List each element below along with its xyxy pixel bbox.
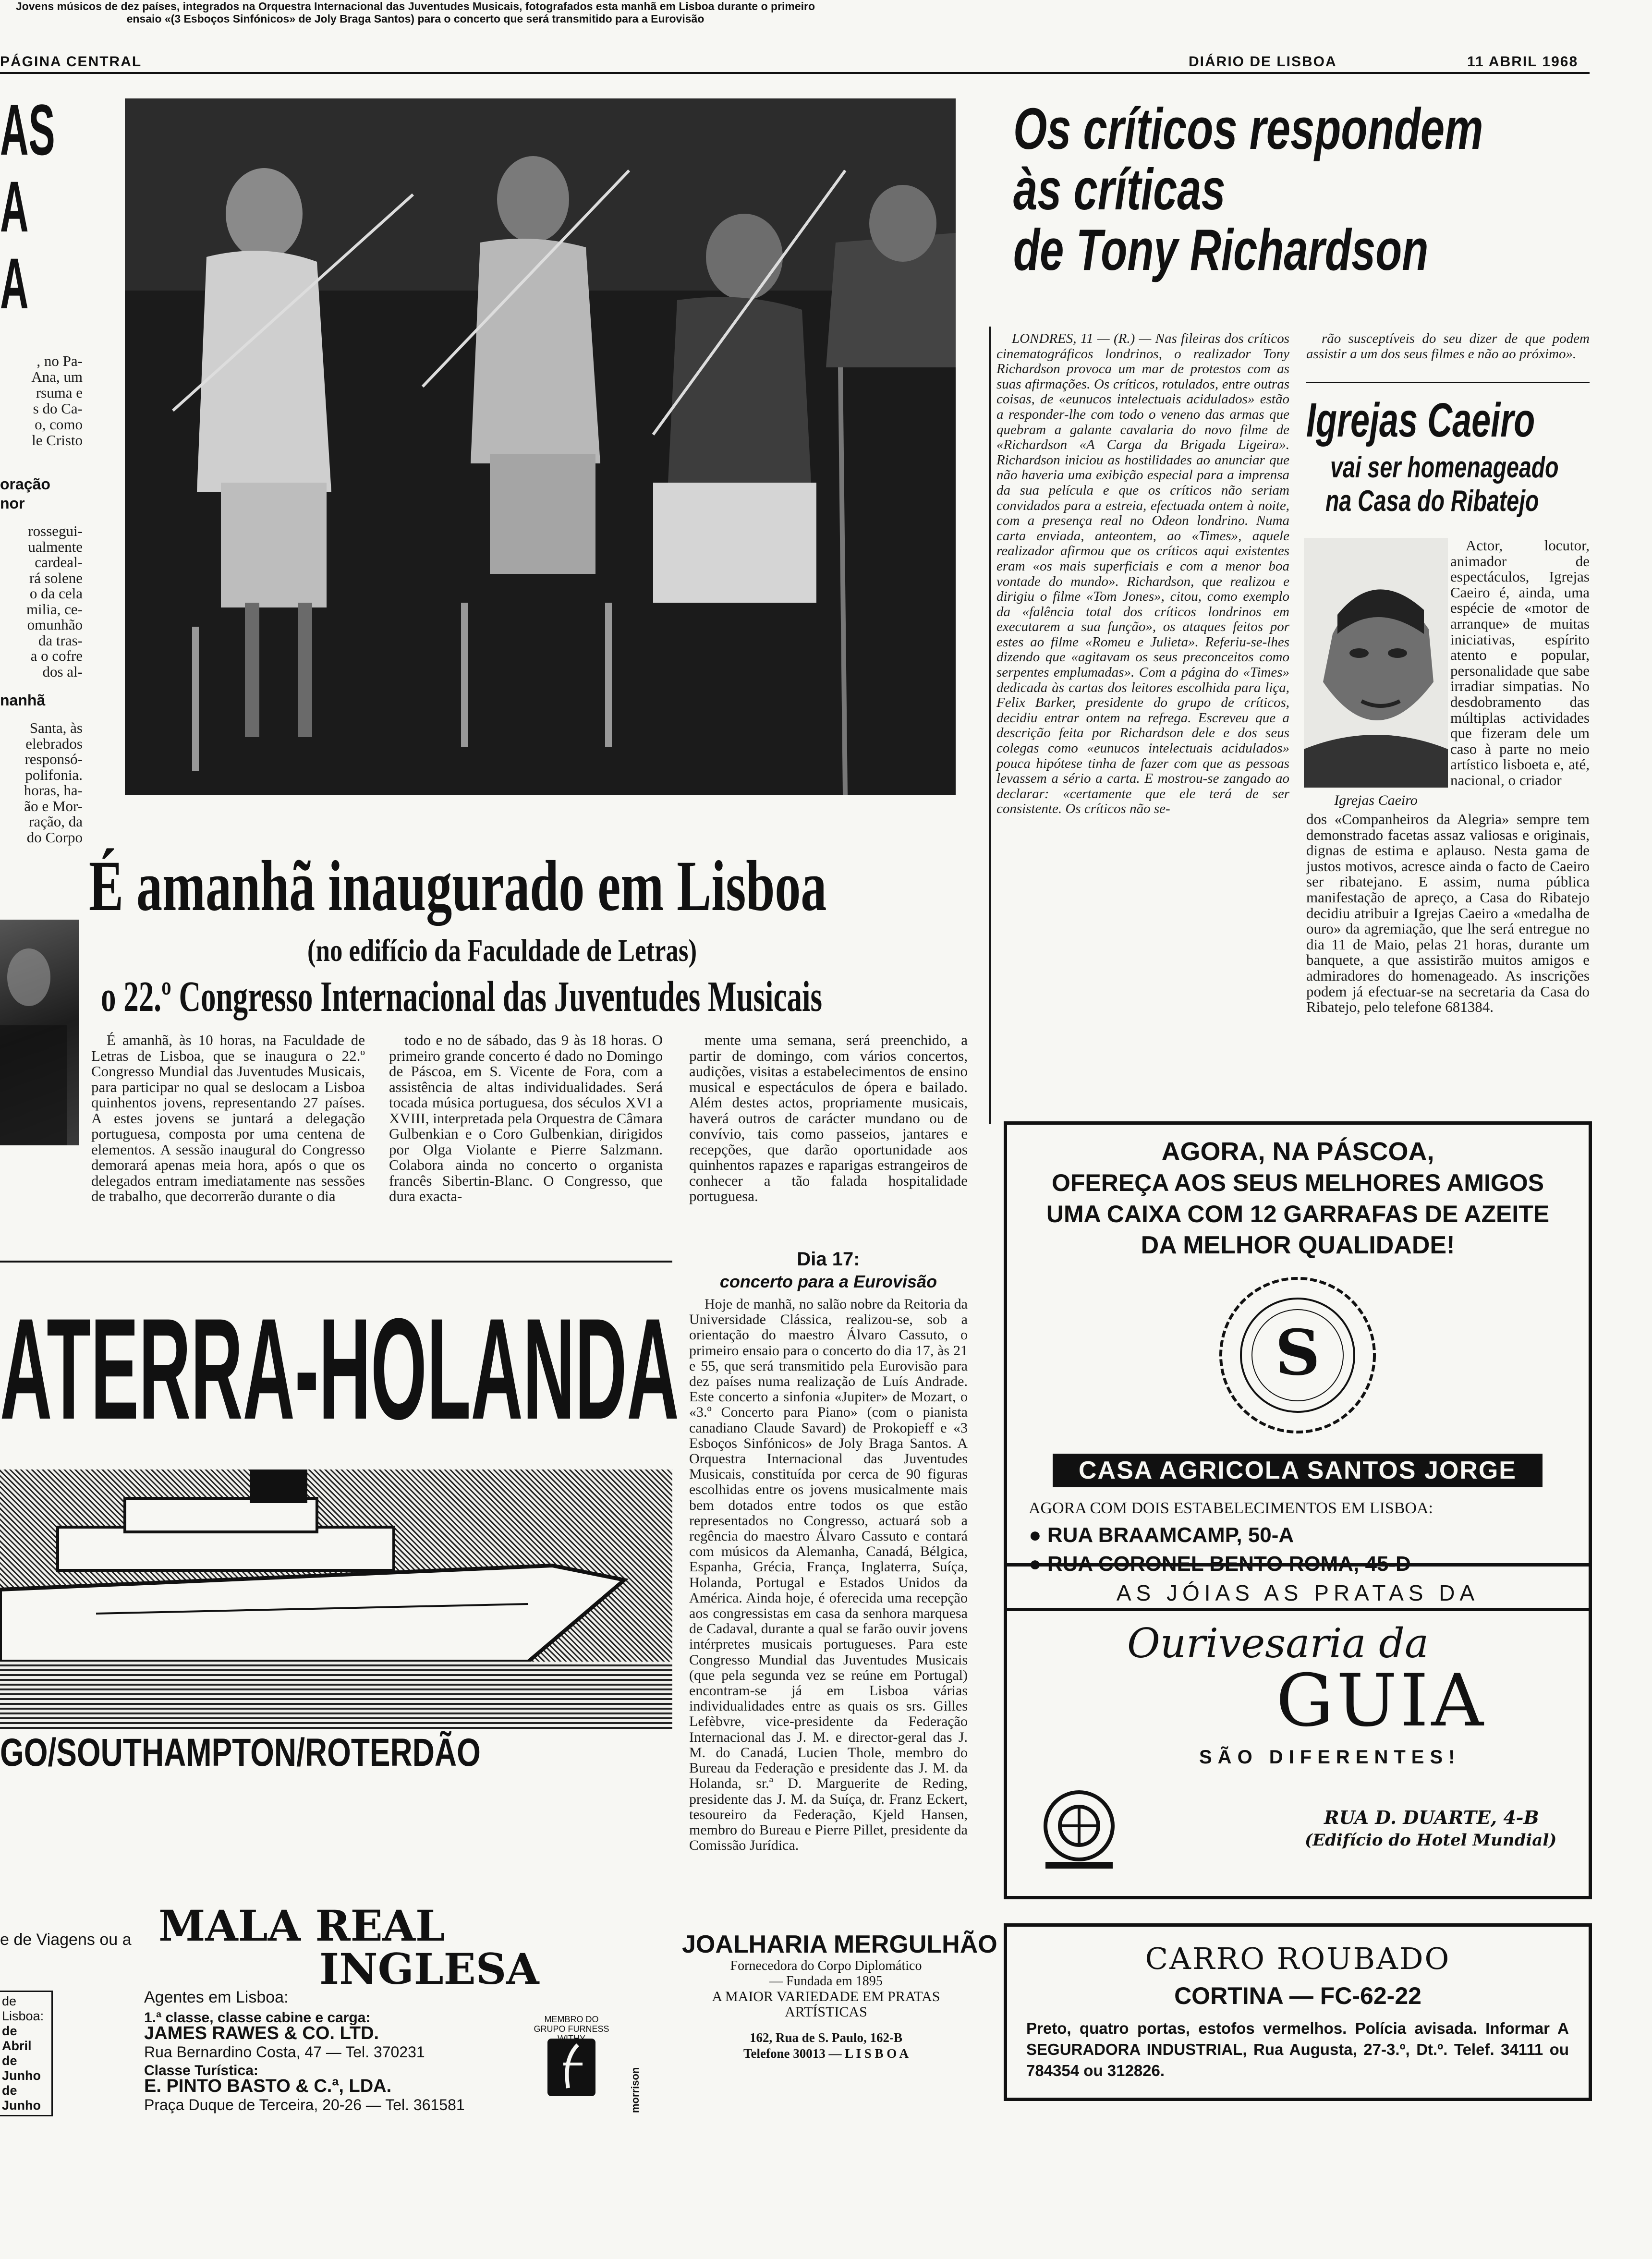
congress-subhead-2: o 22.º Congresso Internacional das Juventudes Musicais: [101, 973, 823, 1020]
congress-col-2: [389, 1032, 663, 1204]
ship-schedule-box: [0, 1991, 53, 2116]
ship-ad-route: GO/SOUTHAMPTON/ROTERDÃO: [0, 1731, 481, 1774]
caeiro-subhead-1: vai ser homenageado: [1330, 451, 1559, 484]
azeite-line-4: DA MELHOR QUALIDADE!: [1141, 1231, 1455, 1259]
caeiro-body: [1306, 812, 1590, 1015]
fragment-line: Santa, às: [29, 719, 83, 736]
guia-address-2: (Edifício do Hotel Mundial): [1305, 1831, 1557, 1850]
fragment-line: polifonia.: [25, 766, 83, 783]
caeiro-side-text: [1450, 538, 1590, 789]
azeite-ad: [1004, 1121, 1592, 1611]
guia-emblem-icon: [1031, 1783, 1127, 1879]
critics-body-continued: [1306, 331, 1590, 362]
caeiro-subhead-2: na Casa do Ribatejo: [1325, 485, 1539, 518]
congress-col-2-text: todo e no de sábado, das 9 às 18 horas. O primeiro grande concerto é dado no Domingo de Páscoa, em S. Vicente de Fora, com a assistência de altas individualidades. Será tocada música portuguesa, dos séculos XVI a XVIII, interpretada pela Orquestra de Câmara Gulbenkian e o Coro Gulbenkian, dirigidos por Olga Violante e Pierre Salzmann. Colabora ainda no concerto o organista francês Sibertin-Blanc. O Congresso, que dura exacta-: [389, 1032, 663, 1204]
joalharia-line-6: Telefone 30013 — L I S B O A: [743, 2046, 909, 2061]
fragment-line: o, como: [35, 416, 83, 433]
azeite-line-2: OFEREÇA AOS SEUS MELHORES AMIGOS: [1051, 1169, 1544, 1196]
azeite-address-1: ● RUA BRAAMCAMP, 50-A: [1029, 1523, 1294, 1547]
critics-headline-line-2: às críticas: [1013, 157, 1226, 222]
fragment-line: do Corpo: [26, 828, 83, 846]
azeite-address-1-text: RUA BRAAMCAMP, 50-A: [1047, 1523, 1294, 1547]
guia-top-line: AS JÓIAS AS PRATAS DA: [1116, 1580, 1480, 1605]
fragment-line: rossegui-: [28, 522, 83, 539]
ship-class-1: 1.ª classe, classe cabine e carga:: [144, 2010, 371, 2026]
caeiro-side-text-body: Actor, locutor, animador de espectáculos, Igrejas Caeiro é, ainda, uma espécie de «motor de arranque» de muitas iniciativas, espírito atento e popular, personalidade que sabe irradiar simpatias. No desdobramento das múltiplas actividades que fizeram dele um caso à parte no meio artístico lisboeta e, até, nacional, o criador: [1450, 537, 1590, 789]
guia-address-1: RUA D. DUARTE, 4-B: [1324, 1807, 1539, 1828]
fragment-line: rá solene: [29, 569, 83, 586]
azeite-line-3: UMA CAIXA COM 12 GARRAFAS DE AZEITE: [1046, 1201, 1550, 1227]
fragment-line: elebrados: [25, 735, 83, 752]
azeite-seal-letter: S: [1275, 1316, 1320, 1389]
dia17-subtitle: concerto para a Eurovisão: [719, 1272, 937, 1291]
congress-col-3: [689, 1032, 968, 1204]
azeite-address-2: ● RUA CORONEL BENTO ROMA, 45-D: [1029, 1552, 1411, 1576]
fragment-line: milia, ce-: [26, 600, 83, 618]
morrison-mark: morrison: [629, 2067, 641, 2113]
azeite-line-1: AGORA, NA PÁSCOA,: [1161, 1137, 1434, 1166]
critics-headline: [1013, 98, 1483, 280]
ship-brand-1: MALA REAL: [158, 1901, 445, 1951]
fragment-text-1: [0, 353, 83, 448]
congress-col-1-text: É amanhã, às 10 horas, na Faculdade de Letras de Lisboa, que se inaugura o 22.º Congresso Mundial das Juventudes Musicais, para participar no qual se deslocam a Lisboa quinhentos jovens, representando 27 países. A estes jovens se juntará a delegação portuguesa, composta por uma centena de elementos. A sessão inaugural do Congresso demorará apenas meia hora, após o que os delegados entram imediatamente nas sessões de trabalho, que decorrerão durante o dia: [91, 1032, 365, 1204]
ship-ad-sky: [0, 1470, 672, 1662]
fragment-text-3: [0, 720, 83, 845]
orchestra-photo: [125, 98, 956, 795]
caeiro-body-text: dos «Companheiros da Alegria» sempre tem demonstrado facetas assaz valiosas e originais, dignas de estima e aplauso. Nesta gama de justos motivos, acresce ainda o facto de Caeiro ser ribatejano. E assim, numa pública manifestação de apreço, a Casa do Ribatejo decidiu atribuir a Igrejas Caeiro a «medalha de ouro» da agremiação, que lhe será entregue no dia 11 de Maio, pelas 21 horas, durante um banquete, a que assistirão muitos amigos e admiradores do homenageado. As inscrições podem já efectuar-se na secretaria da Casa do Ribatejo, pelo telefone 681384.: [1306, 811, 1590, 1016]
joalharia-line-4: ARTÍSTICAS: [785, 2004, 867, 2020]
ship-agents-label: Agentes em Lisboa:: [144, 1988, 289, 2006]
joalharia-line-1: Fornecedora do Corpo Diplomático: [730, 1958, 922, 1973]
joalharia-line-3: A MAIOR VARIEDADE EM PRATAS: [712, 1989, 940, 2004]
car-ad-title: CARRO ROUBADO: [1145, 1941, 1451, 1976]
joalharia-line-2: — Fundada em 1895: [769, 1974, 883, 1989]
fragment-line: ração, da: [29, 813, 83, 830]
guia-brand-big: GUIA: [1276, 1659, 1486, 1743]
fragment-line: Ana, um: [31, 368, 83, 385]
fragment-line: dos al-: [42, 663, 83, 680]
column-divider: [989, 327, 991, 1124]
ship-ad-headline: ATERRA-HOLANDA: [0, 1288, 679, 1449]
dia17-body: [689, 1297, 968, 1853]
fragment-line: s do Ca-: [33, 400, 83, 417]
fragment-line: omunhão: [27, 616, 83, 633]
fragment-line: le Cristo: [32, 432, 83, 449]
section-title: PÁGINA CENTRAL: [0, 54, 142, 70]
ship-address-1: Rua Bernardino Costa, 47 — Tel. 370231: [144, 2043, 425, 2061]
congress-rule: [0, 1261, 672, 1263]
fragment-line: a o cofre: [30, 647, 83, 664]
ship-schedule-line: de Lisboa:: [2, 1994, 44, 2023]
fragment-line: o da cela: [29, 585, 83, 602]
dia17-title: Dia 17:: [797, 1249, 860, 1270]
guia-brand-script: Ourivesaria da: [1127, 1620, 1429, 1667]
congress-headline: É amanhã inaugurado em Lisboa: [89, 846, 827, 926]
ship-schedule-line: de Junho: [2, 2053, 41, 2083]
car-ad-body: Preto, quatro portas, estofos vermelhos. Polícia avisada. Informar A SEGURADORA INDUSTRIAL, Rua Augusta, 27-3.º, Dt.º. Telef. 34111 ou 784354 ou 312826.: [1026, 2019, 1569, 2079]
fragment-photo: [0, 920, 79, 1145]
azeite-note: AGORA COM DOIS ESTABELECIMENTOS EM LISBOA:: [1029, 1499, 1433, 1517]
fragment-line: horas, ha-: [24, 782, 83, 799]
ship-class-2: Classe Turística:: [144, 2063, 258, 2078]
ship-schedule-line: de Junho: [2, 2083, 41, 2113]
fragment-headline-3: A: [0, 243, 29, 324]
ship-schedule-line: de Abril: [2, 2024, 32, 2053]
fragment-line: responsó-: [24, 751, 83, 767]
newspaper-name: DIÁRIO DE LISBOA: [1189, 54, 1337, 70]
joalharia-line-5: 162, Rua de S. Paulo, 162-B: [749, 2030, 903, 2045]
car-ad: [1004, 1923, 1592, 2101]
guia-ad: [1004, 1563, 1592, 1899]
azeite-address-2-text: RUA CORONEL BENTO ROMA, 45-D: [1047, 1552, 1411, 1576]
congress-col-1: [91, 1032, 365, 1204]
fragment-line: ualmente: [28, 538, 83, 555]
fragment-line: ão e Mor-: [24, 797, 83, 814]
guia-tagline: SÃO DIFERENTES!: [1199, 1747, 1461, 1768]
caeiro-photo-caption: Igrejas Caeiro: [1334, 792, 1418, 808]
fragment-headline-1: AS: [0, 89, 55, 170]
ship-ad: [0, 1277, 679, 1882]
left-fragment-column: [0, 91, 86, 322]
critics-rule: [1306, 382, 1590, 383]
joalharia-name: JOALHARIA MERGULHÃO: [682, 1931, 997, 1958]
fragment-line: cardeal-: [35, 554, 83, 571]
ship-agent-2: E. PINTO BASTO & C.ª, LDA.: [144, 2076, 392, 2096]
congress-subhead: (no edifício da Faculdade de Letras): [307, 933, 697, 968]
photo-caption: Jovens músicos de dez países, integrados na Orquestra Internacional das Juventudes Musicais, fotografados esta manhã em Lisboa durante o primeiro ensaio «(3 Esboços Sinfónicos» de Joly Braga Santos) para o concerto que será transmitido para a Eurovisão: [15, 0, 815, 25]
congress-col-3-text: mente uma semana, será preenchido, a partir de domingo, com vários concertos, audições, visitas a estabelecimentos de ensino musical e espectáculos de ópera e bailado. Além destes actos, propriamente musicais, haverá outros de carácter mundano ou de convívio, tais como passeios, jantares e recepções, que darão oportunidade aos quinhentos rapazes e raparigas estrangeiros de conhecer a tão falada hospitalidade portuguesa.: [689, 1032, 968, 1204]
caeiro-headline: Igrejas Caeiro: [1306, 393, 1535, 447]
fragment-line: da tras-: [38, 632, 83, 649]
critics-headline-line-3: de Tony Richardson: [1013, 217, 1429, 282]
critics-body: [996, 331, 1289, 817]
header-rule: [0, 72, 1590, 74]
fragment-headline-2: A: [0, 166, 29, 247]
fragment-subhead-3: nanhã: [0, 692, 46, 709]
ship-address-2: Praça Duque de Terceira, 20-26 — Tel. 361581: [144, 2096, 465, 2113]
issue-date: 11 ABRIL 1968: [1467, 54, 1579, 70]
fragment-subhead-1: oração: [0, 475, 50, 493]
dia17-body-text: Hoje de manhã, no salão nobre da Reitoria da Universidade Clássica, realizou-se, sob a orientação do maestro Álvaro Cassuto, o primeiro ensaio para o concerto do dia 17, às 21 e 55, que será transmitido pela Eurovisão para dez países numa realização de Luís Andrade. Este concerto a sinfonia «Jupiter» de Mozart, o «3.º Concerto para Piano» (com o pianista canadiano Claude Savard) de Prokopieff e «3 Esboços Sinfónicos» de Joly Braga Santos. A Orquestra Internacional das Juventudes Musicais, constituída por cerca de 90 figuras escolhidas entre os jovens musicalmente mais bem dotados entre todos os que estão representados no Congresso, actuará sob a regência do maestro Álvaro Cassuto e contará com músicos da Alemanha, Canadá, Bélgica, Espanha, Grécia, França, Inglaterra, Suíça, Holanda, Portugal e Estados Unidos da América. Ainda hoje, é oferecida uma recepção aos congressistas em casa da senhora marquesa de Cadaval, durante a qual se farão ouvir jovens intérpretes musicais portugueses. Para este Congresso Mundial das Juventudes Musicais (que pela segunda vez se reúne em Portugal) encontram-se já em Lisboa várias individualidades entre as quais os srs. Gilles Lefèbvre, vice-presidente da Federação Internacional das J. M. e director-geral das J. M. do Canadá, Lucien Thole, membro do Bureau da Federação e presidente das J. M. da Holanda, sr.ª D. Marguerite de Reding, presidente das J. M. da Suíça, dr. Franz Eckert, tesoureiro da Federação, Kjeld Hansen, membro do Bureau e Pierre Pillet, presidente da Comissão Jurídica.: [689, 1296, 968, 1854]
car-ad-plate: CORTINA — FC-62-22: [1174, 1982, 1421, 2009]
critics-body-cont-text: rão susceptíveis do seu dizer de que podem assistir a um dos seus filmes e não ao próximo».: [1306, 331, 1590, 362]
fragment-text-2: [0, 523, 83, 680]
critics-body-text: LONDRES, 11 — (R.) — Nas fileiras dos críticos cinematográficos londrinos, o realizador Tony Richardson provoca um mar de protestos com as suas afirmações. Os críticos, rotulados, entre outras coisas, de «eunucos intelectuais acidulados» estão a responder-lhe com todo o veneno das armas que quebram a galante cavalaria do novo filme de «Richardson «A Carga da Brigada Ligeira». Richardson iniciou as hostilidades ao anunciar que não haveria uma exibição especial para a imprensa da sua película e que os críticos não seriam convidados para a estreia, efectuada ontem à noite, com a presença real no Odeon londrino. Numa carta enviada, anteontem, ao «Times», aquele realizador afirmou que os críticos aqui existentes eram «os mais superficiais e com a menor boa vontade do mundo». Richardson, que realizou e dirigiu o filme «Tom Jones», citou, como exemplo da «falência total dos críticos londrinos em executarem a sua função», os ataques feitos por estes ao filme «Romeu e Julieta». Referiu-se-lhes dizendo que «agitavam os seus preconceitos como serpentes emplumadas». Com a página do «Times» dedicada às cartas dos leitores escolhida para liça, Felix Barker, presidente do grupo de críticos, decidiu entrar ontem na refrega. Escreveu que a descrição feita por Richardson dele e dos seus colegas como «eunucos intelectuais acidulados» pouca hipótese tinha de fazer com que as pessoas levassem a sério a carta. E mostrou-se zangado ao declarar: «certamente que ele terá de ser consistente. Os críticos não se-: [996, 331, 1289, 817]
azeite-brand: CASA AGRICOLA SANTOS JORGE: [1053, 1454, 1543, 1487]
ship-agent-1: JAMES RAWES & CO. LTD.: [144, 2023, 379, 2043]
fragment-line: , no Pa-: [36, 352, 83, 369]
azeite-seal-icon: [1216, 1274, 1379, 1437]
ship-group-note: MEMBRO DO GRUPO FURNESS: [534, 2015, 609, 2034]
joalharia-ad: [682, 1931, 997, 2061]
fragment-subhead-2: nor: [0, 495, 25, 512]
ship-ad-sea: [0, 1662, 672, 1729]
critics-headline-line-1: Os críticos respondem: [1013, 96, 1483, 161]
ship-brand-2: INGLESA: [319, 1944, 539, 1994]
furness-logo-icon: [547, 2039, 595, 2096]
ship-prefix: e de Viagens ou a: [0, 1931, 132, 1949]
caeiro-photo: [1304, 538, 1448, 788]
fragment-line: rsuma e: [36, 384, 83, 401]
